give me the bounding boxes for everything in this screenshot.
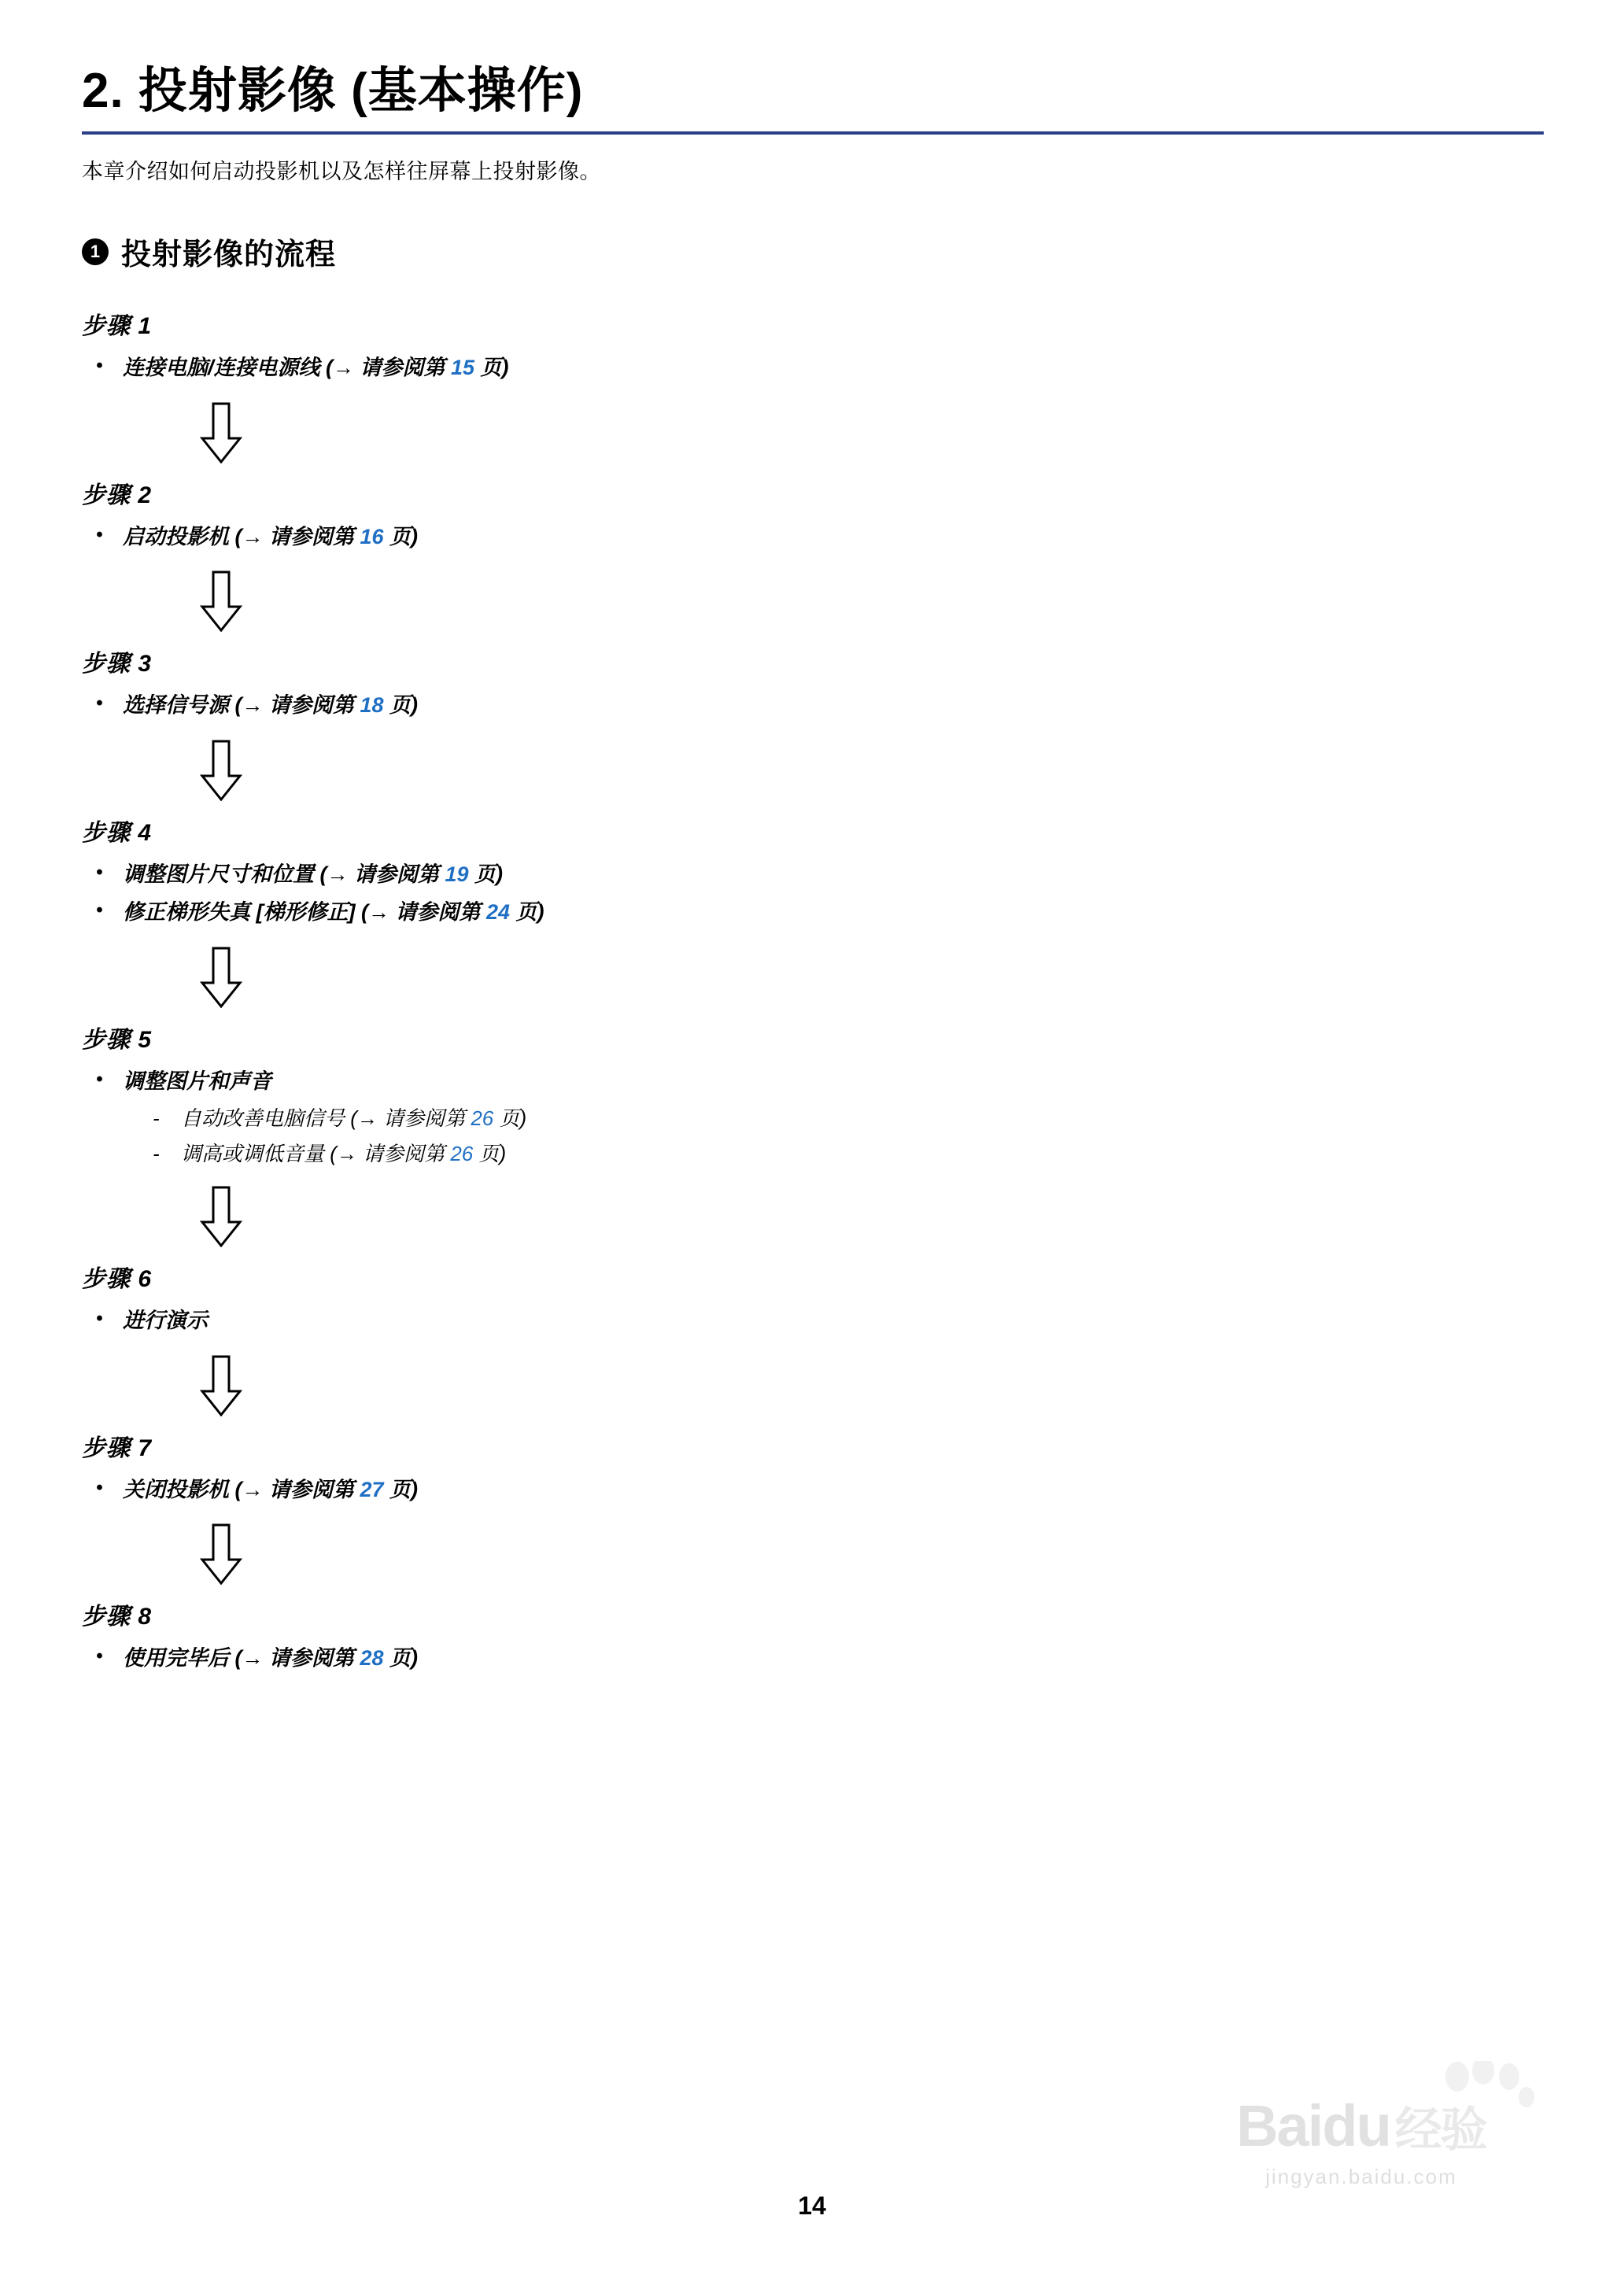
title-divider	[82, 131, 1544, 135]
step-item-prefix: 选择信号源 (→ 请参阅第	[123, 693, 360, 718]
step-block	[82, 306, 1545, 384]
flow-arrow	[200, 728, 1545, 813]
step-item	[96, 521, 1545, 553]
step-subitem-suffix: 页)	[493, 1106, 527, 1131]
dash-icon: -	[153, 1142, 160, 1166]
step-item	[96, 1642, 1545, 1675]
step-item-text	[123, 896, 544, 929]
section-number-badge: 1	[82, 238, 109, 265]
page-reference[interactable]: 19	[445, 862, 469, 886]
step-item-prefix: 连接电脑/连接电源线 (→ 请参阅第	[123, 356, 451, 380]
step-item-suffix: 页)	[383, 524, 419, 548]
step-label: 步骤 6	[82, 1266, 153, 1293]
step-subitem-suffix: 页)	[473, 1142, 507, 1166]
page-content	[82, 63, 1545, 1681]
down-arrow-icon	[200, 570, 242, 632]
dash-icon: -	[153, 1106, 160, 1131]
step-item	[96, 689, 1545, 722]
step-item	[96, 1065, 1545, 1098]
down-arrow-icon	[200, 1186, 242, 1247]
step-item	[96, 896, 1545, 929]
paw-icon	[1440, 2061, 1534, 2116]
step-subitem-text	[181, 1139, 506, 1169]
intro-paragraph: 本章介绍如何启动投影机以及怎样往屏幕上投射影像。	[82, 160, 601, 184]
page-reference[interactable]: 15	[451, 356, 475, 380]
page-reference[interactable]: 18	[360, 693, 384, 718]
step-item-suffix: 页)	[474, 356, 509, 380]
step-subitem-prefix: 调高或调低音量 (→ 请参阅第	[181, 1142, 451, 1166]
step-item-text	[123, 858, 503, 891]
step-subitem	[153, 1103, 1545, 1134]
bullet-icon: •	[96, 355, 103, 377]
step-label: 步骤 7	[82, 1435, 153, 1461]
step-subitem-prefix: 自动改善电脑信号 (→ 请参阅第	[181, 1106, 471, 1131]
down-arrow-icon	[200, 740, 242, 801]
step-block	[82, 1428, 1545, 1506]
down-arrow-icon	[200, 1523, 242, 1585]
step-item-suffix: 页)	[468, 862, 504, 886]
step-item-prefix: 关闭投影机 (→ 请参阅第	[123, 1477, 360, 1501]
bullet-icon: •	[96, 1645, 103, 1667]
watermark-brand: Baidu 经验	[1236, 2093, 1486, 2158]
watermark-url: jingyan.baidu.com	[1265, 2165, 1457, 2188]
step-item-text	[123, 1474, 418, 1506]
watermark	[1157, 2093, 1566, 2189]
bullet-icon: •	[96, 523, 103, 545]
step-block	[82, 1259, 1545, 1337]
flow-arrow	[200, 390, 1545, 475]
bullet-icon: •	[96, 899, 103, 921]
flow-arrow	[200, 1343, 1545, 1428]
step-block	[82, 813, 1545, 929]
flow-arrow	[200, 1512, 1545, 1597]
page-reference[interactable]: 28	[360, 1646, 384, 1671]
step-item-text	[123, 1305, 208, 1337]
steps-flow	[82, 306, 1545, 1675]
step-block	[82, 1597, 1545, 1675]
step-item-prefix: 调整图片尺寸和位置 (→ 请参阅第	[123, 862, 445, 886]
step-item-suffix: 页)	[510, 900, 544, 925]
step-item-text	[123, 352, 509, 384]
step-item-prefix: 进行演示	[123, 1309, 208, 1333]
step-item-prefix: 修正梯形失真 [梯形修正] (→ 请参阅第	[123, 900, 486, 925]
page-title: 2. 投射影像 (基本操作)	[82, 64, 584, 118]
step-item	[96, 1305, 1545, 1337]
footer-page-number: 14	[798, 2191, 826, 2220]
flow-arrow	[200, 1174, 1545, 1259]
flow-arrow	[200, 559, 1545, 644]
step-item-prefix: 调整图片和声音	[123, 1069, 271, 1093]
bullet-icon: •	[96, 692, 103, 714]
step-item-prefix: 启动投影机 (→ 请参阅第	[123, 524, 360, 548]
step-item-suffix: 页)	[383, 693, 419, 718]
step-item	[96, 352, 1545, 384]
step-item-suffix: 页)	[383, 1646, 419, 1671]
page-reference[interactable]: 27	[360, 1477, 384, 1501]
step-subitem	[153, 1139, 1545, 1169]
step-block	[82, 644, 1545, 722]
step-label: 步骤 5	[82, 1026, 153, 1053]
section-heading	[82, 230, 1545, 273]
step-label: 步骤 4	[82, 819, 153, 846]
step-block	[82, 475, 1545, 553]
bullet-icon: •	[96, 861, 103, 883]
bullet-icon: •	[96, 1476, 103, 1498]
page-reference[interactable]: 26	[450, 1142, 474, 1166]
section-title: 投射影像的流程	[121, 238, 337, 272]
step-item-text	[123, 521, 418, 553]
page-reference[interactable]: 26	[471, 1106, 494, 1131]
step-label: 步骤 2	[82, 482, 153, 508]
step-item	[96, 858, 1545, 891]
step-item	[96, 1474, 1545, 1506]
step-item-text	[123, 689, 418, 722]
step-item-suffix: 页)	[383, 1477, 419, 1501]
down-arrow-icon	[200, 1355, 242, 1416]
page-reference[interactable]: 24	[485, 900, 511, 925]
bullet-icon: •	[96, 1308, 103, 1330]
flow-arrow	[200, 935, 1545, 1020]
step-block	[82, 1020, 1545, 1170]
step-label: 步骤 3	[82, 651, 153, 678]
bullet-icon: •	[96, 1068, 103, 1090]
down-arrow-icon	[200, 402, 242, 463]
step-subitem-text	[181, 1103, 526, 1134]
step-label: 步骤 8	[82, 1604, 153, 1630]
page-reference[interactable]: 16	[360, 524, 384, 548]
step-item-text	[123, 1065, 271, 1098]
down-arrow-icon	[200, 947, 242, 1008]
step-item-prefix: 使用完毕后 (→ 请参阅第	[123, 1646, 360, 1671]
step-label: 步骤 1	[82, 313, 153, 340]
step-item-text	[123, 1642, 418, 1675]
